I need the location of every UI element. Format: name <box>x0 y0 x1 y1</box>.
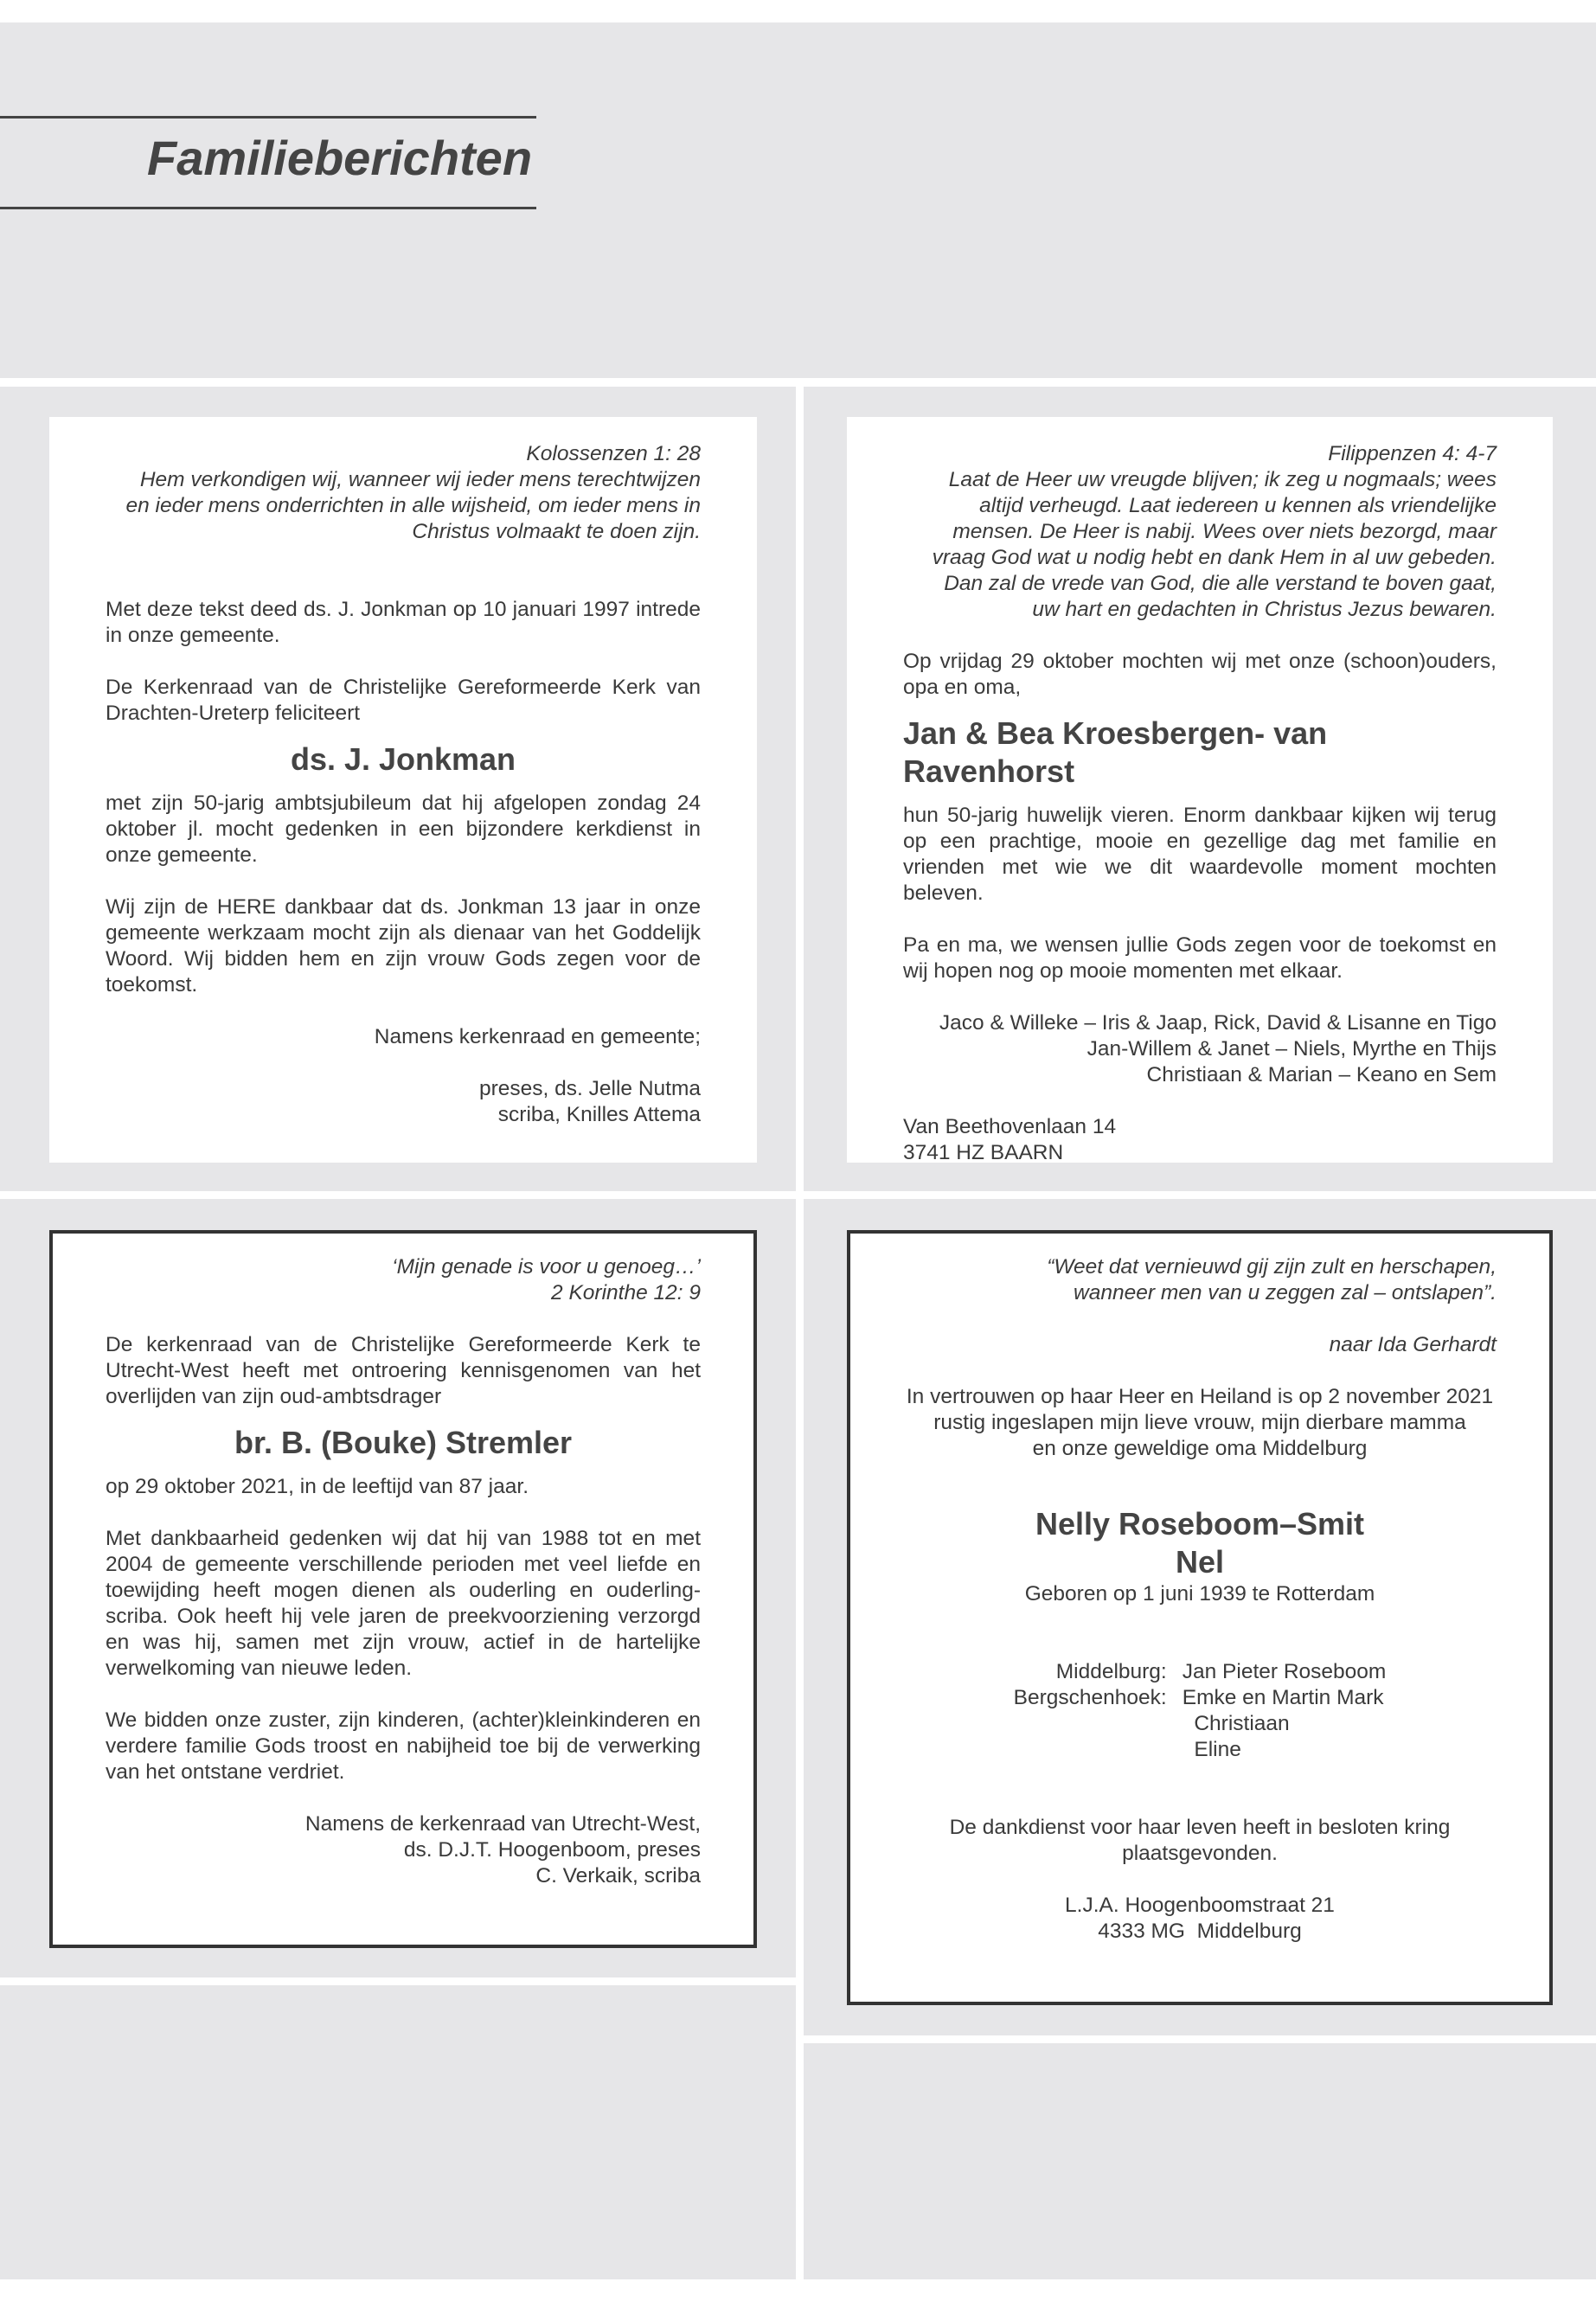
announcement-roseboom <box>847 1230 1553 2005</box>
birth-line: Geboren op 1 juni 1939 te Rotterdam <box>1024 1582 1375 1606</box>
jubilee-paragraph: met zijn 50-jarig ambtsjubileum dat hij afgelopen zondag 24 oktober jl. mocht gedenken in een bijzondere kerkdienst in onze gemeente. <box>106 792 701 867</box>
intro-paragraph: Op vrijdag 29 oktober mochten wij met onze (schoon)ouders, opa en oma, <box>903 650 1497 699</box>
page-title: Familieberichten <box>147 131 533 185</box>
address-line: 4333 MG Middelburg <box>1098 1920 1302 1943</box>
verse-reference: Kolossenzen 1: 28 <box>526 442 701 465</box>
verse-line: Christus volmaakt te doen zijn. <box>412 520 701 543</box>
gratitude-paragraph: Wij zijn de HERE dankbaar dat ds. Jonkman 13 jaar in onze gemeente werkzaam mocht zijn als dienaar van het Goddelijk Woord. Wij bidden hem en zijn vrouw Gods zegen voor de toekomst. <box>106 895 701 997</box>
address-line: Van Beethovenlaan 14 <box>903 1115 1117 1138</box>
remembrance-paragraph: Met dankbaarheid gedenken wij dat hij van 1988 tot en met 2004 de gemeente verschillende perioden met veel liefde en toewijding heeft mogen dienen als ouderling en ouderling-scriba. Ook heeft hij vele jaren de preekvoorziening verzorgd en was hij, samen met zijn vrouw, actief in de hartelijke verwelkoming van nieuwe leden. <box>106 1527 701 1680</box>
intro-paragraph: De kerkenraad van de Christelijke Gereformeerde Kerk te Utrecht-West heeft met ontroering kennisgenomen van het overlijden van zijn oud-ambtsdrager <box>106 1333 701 1408</box>
signatory: preses, ds. Jelle Nutma <box>479 1077 701 1100</box>
quote-reference: 2 Korinthe 12: 9 <box>551 1281 701 1304</box>
quote-source: naar Ida Gerhardt <box>1329 1333 1497 1356</box>
title-rule-bottom <box>0 207 536 209</box>
anniversary-paragraph: hun 50-jarig huwelijk vieren. Enorm dankbaar kijken wij terug op een prachtige, mooie en gezellige dag met familie en vrienden met wie we dit waardevolle moment mochten beleven. <box>903 804 1497 905</box>
announcement-stremler <box>49 1230 757 1948</box>
family-row <box>1014 1737 1387 1763</box>
family-line: Jan-Willem & Janet – Niels, Myrthe en Thijs <box>1086 1037 1497 1061</box>
verse-line: uw hart en gedachten in Christus Jezus bewaren. <box>1032 598 1497 621</box>
intro-paragraph: Met deze tekst deed ds. J. Jonkman op 10 januari 1997 intrede in onze gemeente. <box>106 598 701 647</box>
panel-footer-left <box>0 1985 796 2279</box>
family-line: Christiaan & Marian – Keano en Sem <box>1146 1063 1497 1086</box>
family-name: Jan Pieter Roseboom <box>1182 1660 1387 1683</box>
address-line: L.J.A. Hoogenboomstraat 21 <box>1065 1894 1335 1917</box>
header-panel <box>0 22 1596 378</box>
signature-line: C. Verkaik, scriba <box>535 1864 701 1888</box>
couple-name: Jan & Bea Kroesbergen- van Ravenhorst <box>903 715 1328 789</box>
verse-line: Dan zal de vrede van God, die alle verstand te boven gaat, <box>944 572 1497 595</box>
panel-footer-right <box>804 2043 1596 2279</box>
family-row <box>1014 1685 1387 1711</box>
verse-line: mensen. De Heer is nabij. Wees over niets bezorgd, maar <box>952 520 1497 543</box>
signatory: scriba, Knilles Attema <box>497 1103 701 1126</box>
family-line: Jaco & Willeke – Iris & Jaap, Rick, David & Lisanne en Tigo <box>939 1011 1497 1035</box>
deceased-name: Nelly Roseboom–Smit <box>1035 1506 1365 1541</box>
family-place: Bergschenhoek: <box>1013 1686 1167 1709</box>
verse-line: Laat de Heer uw vreugde blijven; ik zeg u nogmaals; wees <box>948 468 1497 491</box>
intro-line: In vertrouwen op haar Heer en Heiland is op 2 november 2021 <box>906 1385 1494 1408</box>
announcement-jonkman <box>49 417 757 1163</box>
quote-line: “Weet dat vernieuwd gij zijn zult en herschapen, <box>1047 1255 1497 1279</box>
verse-line: Hem verkondigen wij, wanneer wij ieder mens terechtwijzen <box>139 468 701 491</box>
family-name: Christiaan <box>1182 1712 1290 1735</box>
service-line: plaatsgevonden. <box>1122 1842 1278 1865</box>
quote-line: wanneer men van u zeggen zal – ontslapen”. <box>1074 1281 1497 1304</box>
quote-line: ‘Mijn genade is voor u genoeg…’ <box>392 1255 701 1279</box>
deceased-name: br. B. (Bouke) Stremler <box>234 1425 573 1460</box>
family-table <box>1014 1659 1387 1763</box>
announcement-kroesbergen <box>847 417 1553 1163</box>
honoree-name: ds. J. Jonkman <box>290 741 516 777</box>
deceased-nickname: Nel <box>1175 1544 1225 1580</box>
verse-line: altijd verheugd. Laat iedereen u kennen als vriendelijke <box>979 494 1497 517</box>
family-row <box>1014 1659 1387 1685</box>
family-name: Emke en Martin Mark <box>1182 1686 1384 1709</box>
condolence-paragraph: We bidden onze zuster, zijn kinderen, (achter)kleinkinderen en verdere familie Gods troost en nabijheid toe bij de verwerking van het ontstane verdriet. <box>106 1708 701 1784</box>
address-line: 3741 HZ BAARN <box>903 1141 1064 1164</box>
signature-line: Namens de kerkenraad van Utrecht-West, <box>304 1812 701 1836</box>
signature-line: ds. D.J.T. Hoogenboom, preses <box>403 1838 701 1862</box>
date-of-death: op 29 oktober 2021, in de leeftijd van 87 jaar. <box>106 1475 529 1498</box>
family-place: Middelburg: <box>1055 1660 1167 1683</box>
family-name: Eline <box>1182 1738 1241 1761</box>
verse-line: en ieder mens onderrichten in alle wijsheid, om ieder mens in <box>125 494 701 517</box>
intro-line: en onze geweldige oma Middelburg <box>1032 1437 1368 1460</box>
verse-reference: Filippenzen 4: 4-7 <box>1328 442 1497 465</box>
intro-line: rustig ingeslapen mijn lieve vrouw, mijn dierbare mamma <box>933 1411 1466 1434</box>
congratulation-paragraph: De Kerkenraad van de Christelijke Gereformeerde Kerk van Drachten-Ureterp feliciteert <box>106 676 701 725</box>
family-row <box>1014 1711 1387 1737</box>
blessing-paragraph: Pa en ma, we wensen jullie Gods zegen voor de toekomst en wij hopen nog op mooie momenten met elkaar. <box>903 933 1497 983</box>
title-rule-top <box>0 116 536 119</box>
verse-line: vraag God wat u nodig hebt en dank Hem in al uw gebeden. <box>932 546 1497 569</box>
service-line: De dankdienst voor haar leven heeft in besloten kring <box>949 1816 1451 1839</box>
signature-intro: Namens kerkenraad en gemeente; <box>374 1025 701 1048</box>
